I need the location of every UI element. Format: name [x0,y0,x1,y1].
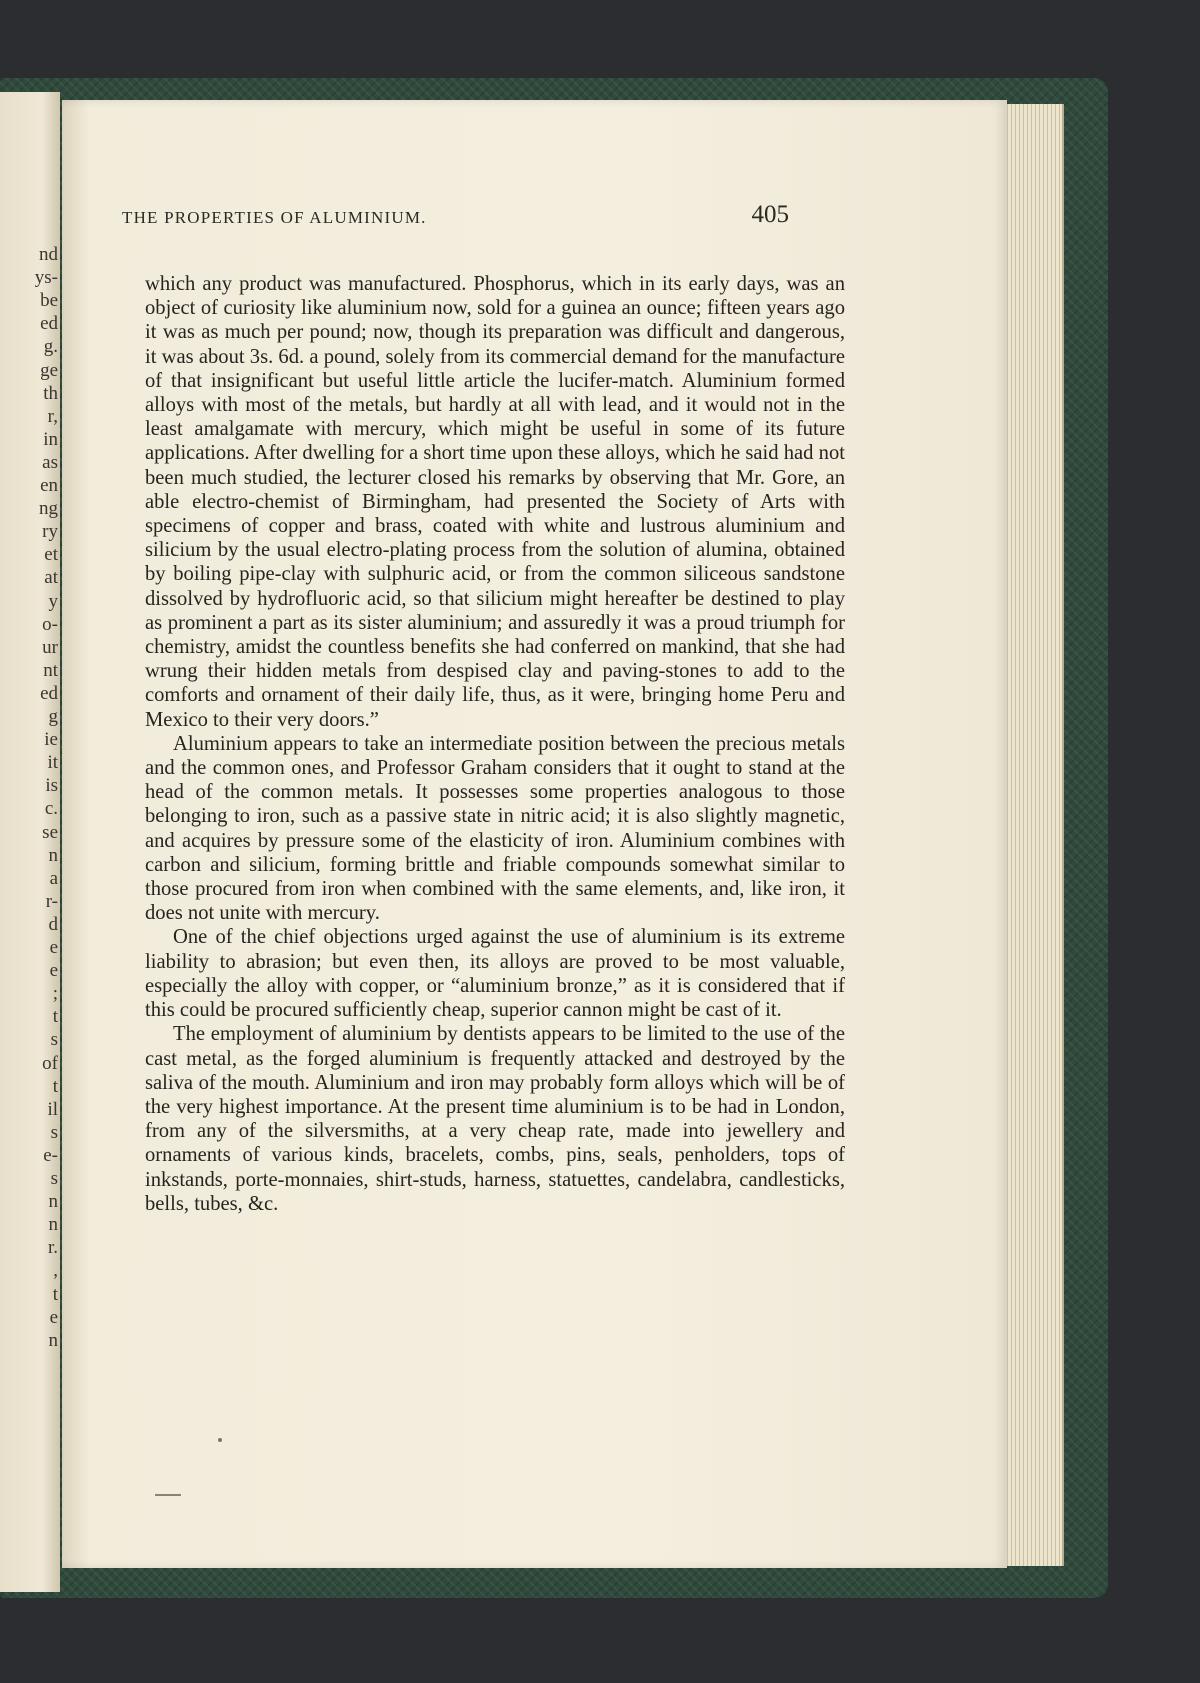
left-page-line-fragment: nt [43,659,58,681]
left-page-line-fragment: y [48,590,58,612]
left-page-line-fragment: r. [47,1237,58,1259]
left-page-line-fragment: a [49,867,58,889]
left-page-line-fragment: nd [39,244,58,265]
left-page-line-fragment: of [42,1052,58,1074]
paragraph: One of the chief objections urged against the use of aluminium is its extreme liability to abrasion; but even then, its alloys are proved to be most valuable, especially the alloy with copper, or “aluminium bronze,” as it is considered that if this could be procured sufficiently cheap, superior cannon might be cast of it. [145,926,845,1022]
left-page-line-fragment: ry [42,521,58,543]
left-page-line-fragment: ed [40,682,58,704]
left-page-line-fragment: o- [42,613,58,635]
left-page-line-fragment: g [48,706,58,727]
left-page-line-fragment: et [44,544,58,566]
left-page-line-fragment: th [43,382,58,404]
page-number: 405 [751,201,789,228]
left-page-line-fragment: n [48,844,58,866]
left-page-line-fragment: s [50,1121,58,1143]
left-page-line-fragment: s [50,1168,58,1189]
left-page-line-fragment: d [48,913,58,935]
left-page-line-fragment: r- [45,890,58,912]
left-page-line-fragment: s [50,1029,58,1051]
left-page-line-fragment: it [47,752,58,774]
left-page-line-fragment: n [48,1214,58,1236]
left-page-line-fragment: se [42,821,58,843]
left-page [0,92,60,1592]
page-edges [1000,104,1064,1566]
ink-spot [218,1438,222,1442]
page-mark [155,1494,181,1496]
left-page-line-fragment: t [52,1283,58,1305]
left-page-line-fragment: r, [47,405,58,427]
left-page-line-fragment: n [48,1329,58,1351]
left-page-line-fragment: as [42,451,58,473]
left-page-line-fragment: ; [52,983,58,1005]
left-page-line-fragment: en [40,475,58,496]
paragraph: Aluminium appears to take an intermediate position between the precious metals and the common ones, and Professor Graham considers that it ought to stand at the head of the common metals. It possesses some properties analogous to those belonging to iron, such as a passive state in nitric acid; it is also slightly magnetic, and acquires by pressure some of the elasticity of iron. Aluminium combines with carbon and silicium, forming brittle and friable compounds somewhat similar to those procured from iron when combined with the same elements, and, like iron, it does not unite with mercury. [145,732,845,925]
left-page-line-fragment: e [49,1306,58,1328]
left-page-line-fragment: t [52,1075,58,1097]
left-page-line-fragment: e- [43,1144,58,1166]
left-page-line-fragment: ge [40,359,58,381]
left-page-line-fragment: in [43,428,58,450]
left-page-line-fragment: ie [44,729,58,751]
left-page-line-fragment: is [45,775,58,797]
left-page-line-fragment: t [52,1006,58,1028]
left-page-line-fragment: e [49,960,58,982]
left-page-line-fragment: at [44,567,58,589]
running-title: THE PROPERTIES OF ALUMINIUM. [122,208,427,227]
left-page-line-fragment: , [53,1260,58,1282]
left-page-line-fragment: il [47,1098,58,1120]
left-page-line-fragment: e [49,937,58,958]
paragraph: The employment of aluminium by dentists appears to be limited to the use of the cast metal, as the forged aluminium is frequently attacked and destroyed by the saliva of the mouth. Aluminium and iron may probably form alloys which will be of the very highest importance. At the present time aluminium is to be had in London, from any of the silversmiths, at a very cheap rate, made into jewellery and ornaments of various kinds, bracelets, combs, pins, seals, penholders, tops of inkstands, porte-monnaies, shirt-studs, harness, statuettes, candelabra, candlesticks, bells, tubes, &c. [145,1023,845,1215]
left-page-line-fragment: ur [42,636,58,658]
left-page-line-fragment: n [48,1191,58,1213]
left-page-line-fragment: ys- [34,267,58,289]
left-page-line-fragment: g. [43,336,58,358]
left-page-line-fragment: c. [44,798,58,820]
left-page-line-fragment: be [40,290,58,312]
left-page-line-fragment: ed [40,313,58,335]
paragraph: which any product was manufactured. Phosphorus, which in its early days, was an object of curiosity like aluminium now, sold for a guinea an ounce; fifteen years ago it was as much per pound; now, though its preparation was difficult and dangerous, it was about 3s. 6d. a pound, solely from its commercial demand for the manufacture of that insignificant but useful little article the lucifer-match. Aluminium formed alloys with most of the metals, but hardly at all with lead, and it would not in the least amalgamate with mercury, which might be useful in some of its future applications. After dwelling for a short time upon these alloys, which he said had not been much studied, the lecturer closed his remarks by observing that Mr. Gore, an able electro-chemist of Birmingham, had presented the Society of Arts with specimens of copper and brass, coated with white and lustrous aluminium and silicium by the usual electro-plating process from the solution of alumina, obtained by boiling pipe-clay with sulphuric acid, or from the common siliceous sandstone dissolved by hydrofluoric acid, so that silicium might hereafter be destined to play as prominent a part as its sister aluminium; and assuredly it was a proud triumph for chemistry, amidst the countless benefits she had conferred on mankind, that she had wrung their hidden metals from despised clay and paving-stones to add to the comforts and ornament of their daily life, thus, as it were, bringing home Peru and Mexico to their very doors.” [145,273,845,731]
left-page-line-fragment: ng [39,498,58,520]
body-text [145,272,845,1216]
